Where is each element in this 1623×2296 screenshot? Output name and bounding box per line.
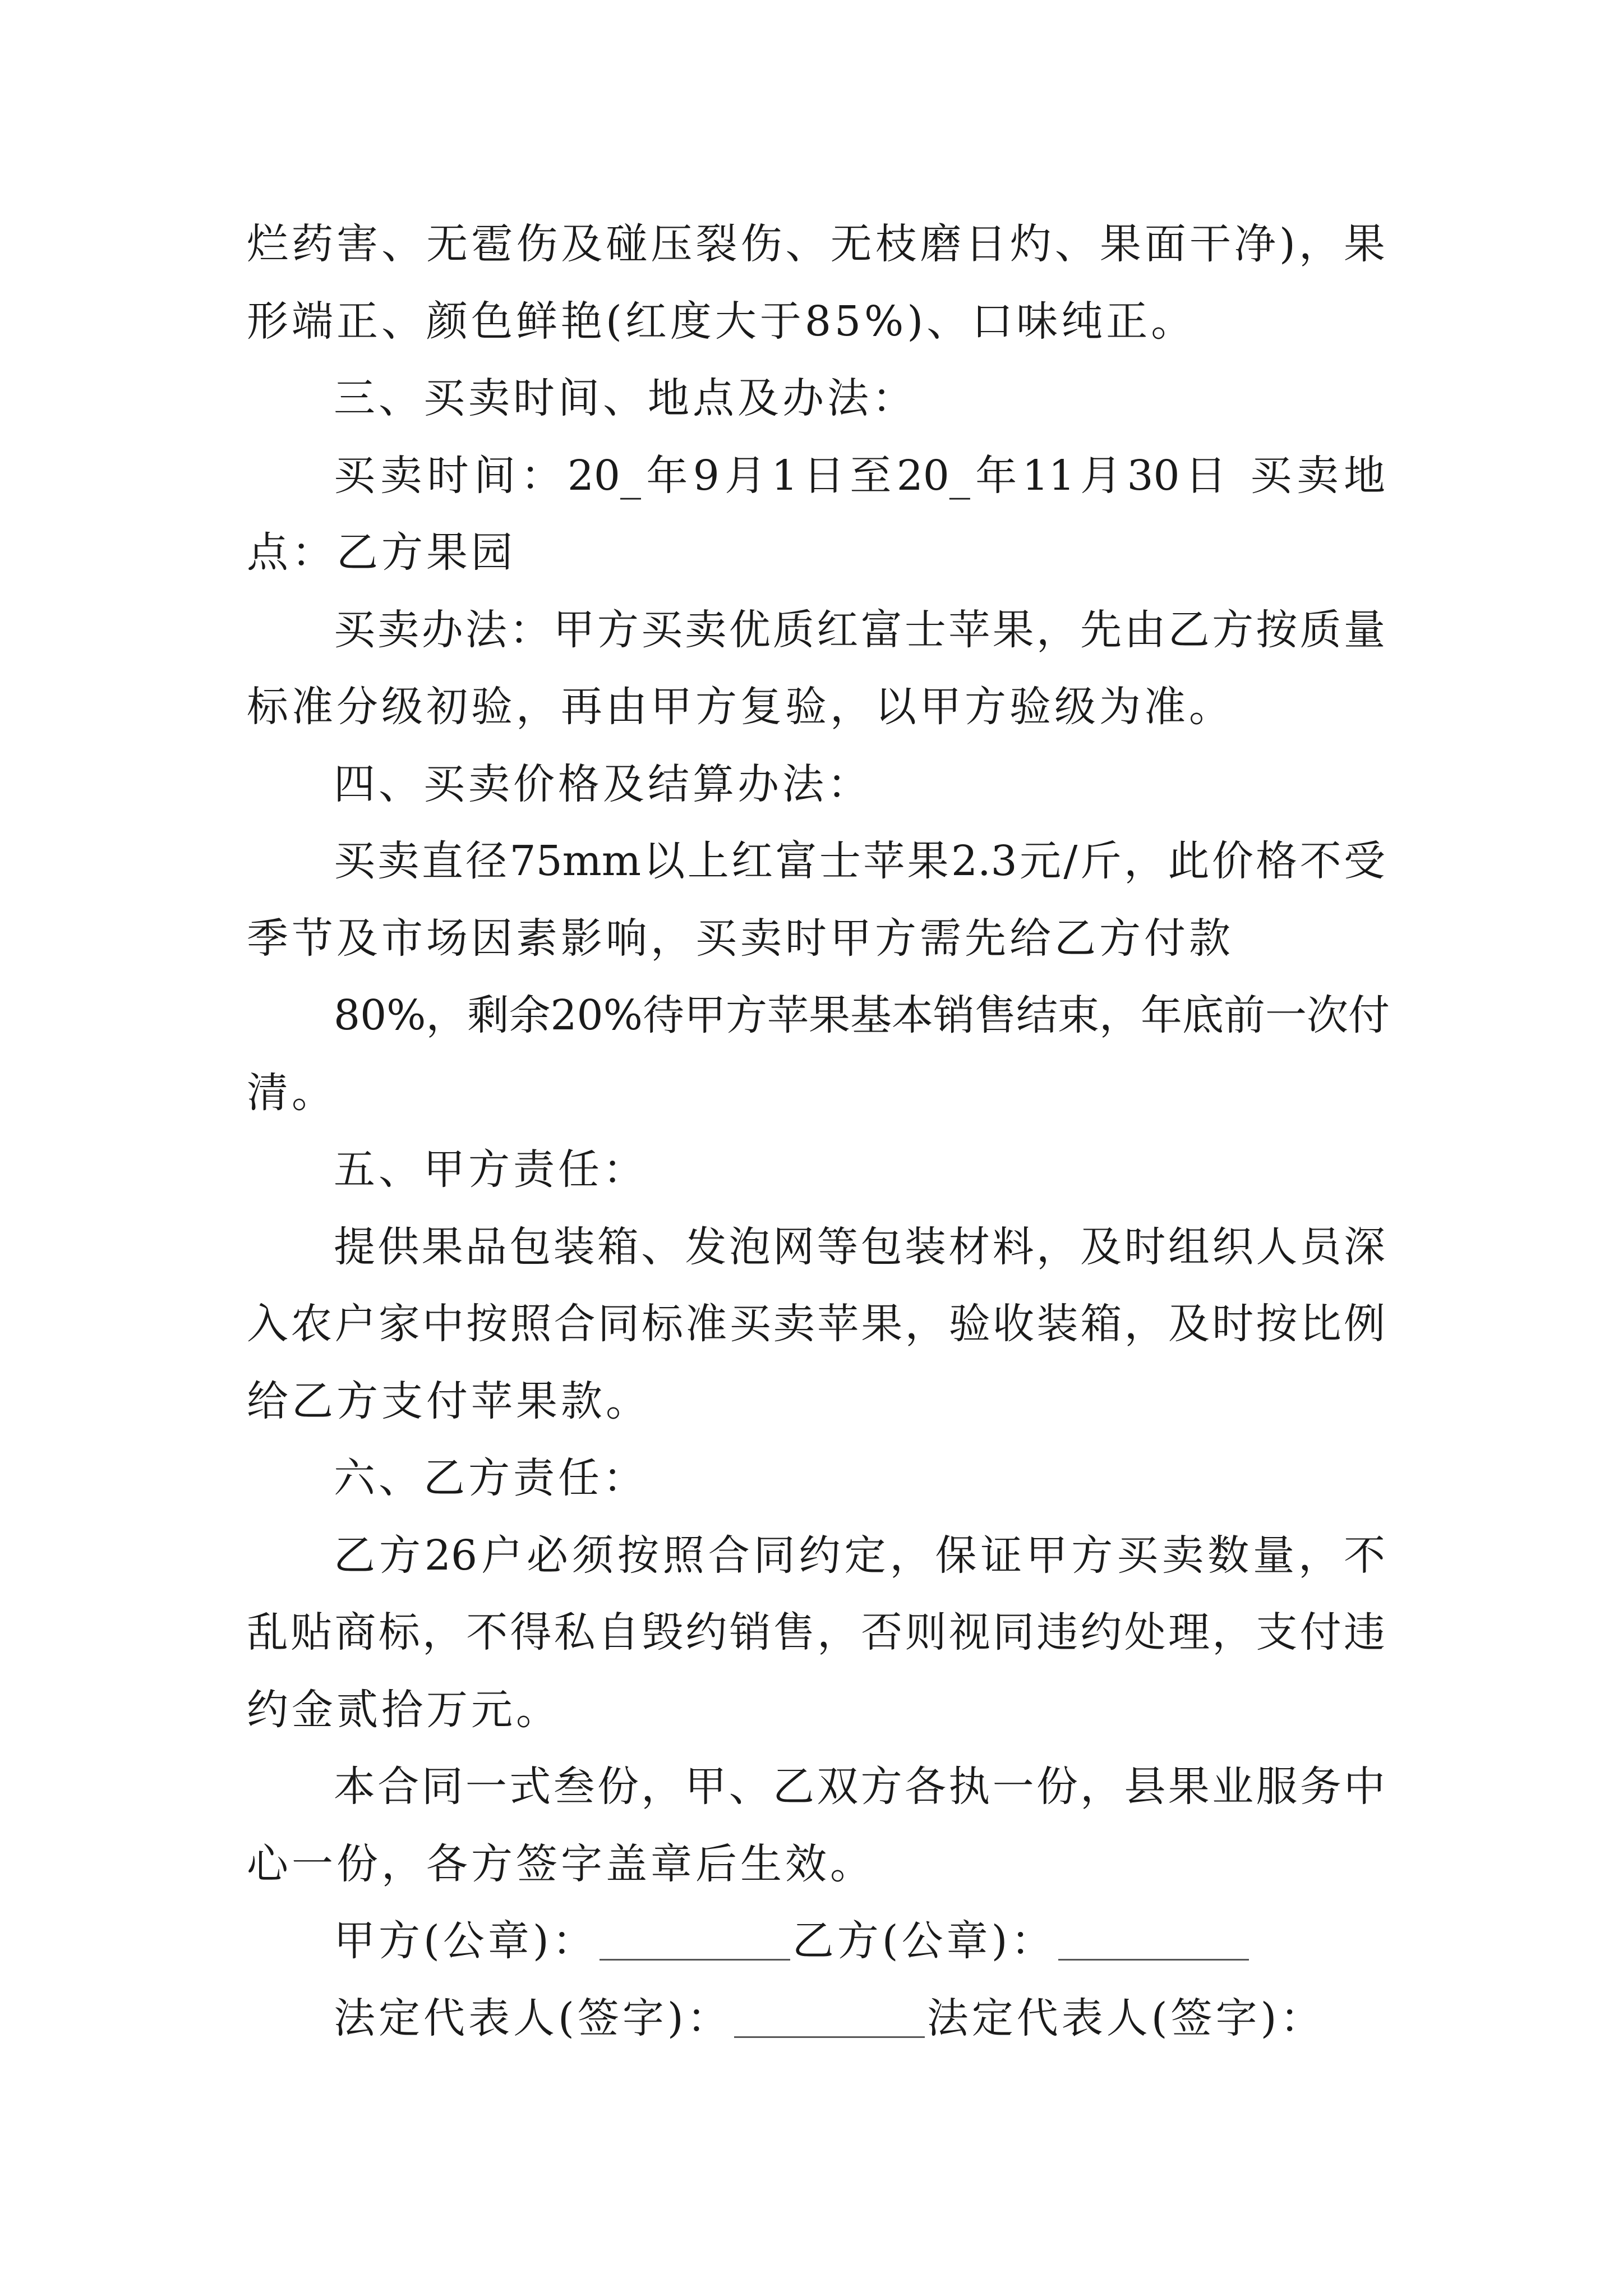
paragraph-line: 点：乙方果园 bbox=[247, 528, 516, 577]
paragraph-line: 清。 bbox=[247, 1069, 336, 1117]
paragraph-line: 乱贴商标，不得私自毁约销售，否则视同违约处理，支付违 bbox=[247, 1608, 1385, 1657]
paragraph-line: 提供果品包装箱、发泡网等包装材料，及时组织人员深 bbox=[334, 1223, 1385, 1271]
section-heading: 六、乙方责任： bbox=[334, 1454, 648, 1502]
paragraph-line: 形端正、颜色鲜艳(红度大于85%)、口味纯正。 bbox=[247, 297, 1196, 346]
paragraph-line: 买卖办法：甲方买卖优质红富士苹果，先由乙方按质量 bbox=[334, 606, 1385, 654]
party-a-seal-label: 甲方(公章)： bbox=[334, 1917, 597, 1965]
paragraph-line: 给乙方支付苹果款。 bbox=[247, 1377, 651, 1425]
paragraph-line: 心一份，各方签字盖章后生效。 bbox=[247, 1840, 875, 1888]
section-heading: 三、买卖时间、地点及办法： bbox=[334, 374, 917, 422]
rep-b-label: 法定代表人(签字)： bbox=[926, 1994, 1325, 2042]
rep-a-label: 法定代表人(签字)： bbox=[334, 1994, 732, 2042]
paragraph-line: 烂药害、无雹伤及碰压裂伤、无枝磨日灼、果面干净)，果 bbox=[247, 220, 1385, 268]
paragraph-line: 约金贰拾万元。 bbox=[247, 1686, 561, 1734]
paragraph-line: 乙方26户必须按照合同约定，保证甲方买卖数量，不 bbox=[334, 1531, 1385, 1580]
paragraph-line: 入农户家中按照合同标准买卖苹果，验收装箱，及时按比例 bbox=[247, 1300, 1385, 1348]
paragraph-line: 标准分级初验，再由甲方复验，以甲方验级为准。 bbox=[247, 683, 1234, 731]
party-b-seal-label: 乙方(公章)： bbox=[792, 1917, 1056, 1965]
paragraph-line: 80%，剩余20%待甲方苹果基本销售结束，年底前一次付 bbox=[334, 991, 1390, 1039]
party-b-seal-blank bbox=[1058, 1957, 1249, 1961]
signature-seal-line bbox=[334, 1913, 1251, 1969]
paragraph-line: 买卖直径75mm以上红富士苹果2.3元/斤，此价格不受 bbox=[334, 837, 1385, 885]
paragraph-line: 买卖时间：20_年9月1日至20_年11月30日 买卖地 bbox=[334, 452, 1385, 500]
party-a-seal-blank bbox=[600, 1957, 790, 1961]
paragraph-line: 季节及市场因素影响，买卖时甲方需先给乙方付款 bbox=[247, 914, 1234, 963]
rep-a-blank bbox=[734, 2034, 925, 2038]
paragraph-line: 本合同一式叁份，甲、乙双方各执一份，县果业服务中 bbox=[334, 1763, 1385, 1811]
section-heading: 五、甲方责任： bbox=[334, 1145, 648, 1194]
signature-rep-line bbox=[334, 1990, 1325, 2046]
document-page bbox=[247, 0, 1390, 2296]
section-heading: 四、买卖价格及结算办法： bbox=[334, 760, 872, 808]
